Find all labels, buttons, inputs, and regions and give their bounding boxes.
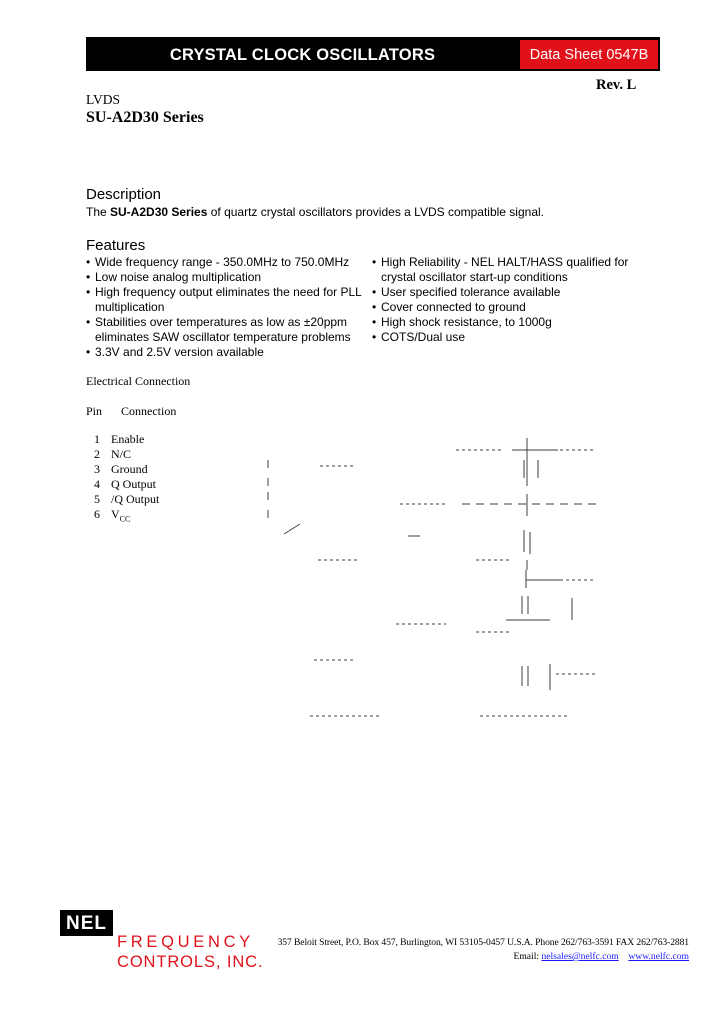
revision-label: Rev. L [596, 77, 637, 93]
pin-number: 4 [94, 477, 100, 491]
feature-item: • COTS/Dual use [372, 330, 466, 344]
package-dimension-drawing [260, 420, 620, 730]
pin-row [86, 507, 131, 524]
bullet-icon: • [372, 300, 377, 314]
bullet-icon: • [86, 255, 91, 269]
company-contact [300, 951, 689, 962]
bullet-icon: • [372, 285, 377, 299]
company-address: 357 Beloit Street, P.O. Box 457, Burlington, WI 53105-0457 U.S.A. Phone 262/763-3591 FAX 262/763-2881 [277, 937, 689, 948]
bullet-icon: • [86, 270, 91, 284]
pin-row [86, 432, 145, 447]
logo-frequency-text: FREQUENCY [117, 933, 254, 951]
pin-number: 1 [94, 432, 100, 446]
features-list-left [86, 255, 362, 360]
pin-connection: Q Output [111, 477, 156, 491]
bullet-icon: • [372, 315, 377, 329]
pin-number: 3 [94, 462, 100, 476]
pin-number: 5 [94, 492, 100, 506]
logo-controls-text: CONTROLS, INC. [117, 953, 264, 971]
nel-logo-box: NEL [60, 910, 113, 936]
bullet-icon: • [86, 345, 91, 359]
header-title: CRYSTAL CLOCK OSCILLATORS [169, 46, 436, 64]
pin-connection: Enable [111, 432, 145, 446]
pin-connection: N/C [111, 447, 132, 461]
feature-item: • High Reliability - NEL HALT/HASS qualified for [372, 255, 629, 269]
website-link[interactable]: www.nelfc.com [628, 951, 689, 962]
bullet-icon: • [372, 255, 377, 269]
pin-connection: Ground [111, 462, 148, 476]
datasheet-number-badge: Data Sheet 0547B [520, 40, 658, 69]
email-label: Email: [513, 951, 542, 962]
pin-row [86, 462, 148, 477]
pin-column-header: Pin [86, 404, 103, 418]
pin-number: 6 [94, 507, 100, 521]
feature-item: • User specified tolerance available [372, 285, 561, 299]
feature-item-continuation: multiplication [95, 300, 165, 314]
feature-item: • Wide frequency range - 350.0MHz to 750.0MHz [86, 255, 350, 269]
bullet-icon: • [86, 315, 91, 329]
connection-column-header: Connection [121, 404, 177, 418]
product-series-title: SU-A2D30 Series [86, 109, 204, 126]
drawing-line [284, 524, 300, 534]
pin-connection: $V_{CC}$ [111, 507, 131, 524]
description-heading: Description [86, 186, 162, 203]
feature-item-continuation: crystal oscillator start-up conditions [381, 270, 568, 284]
feature-item: • High frequency output eliminates the need for PLL [86, 285, 362, 299]
feature-item: • Cover connected to ground [372, 300, 526, 314]
feature-item: • 3.3V and 2.5V version available [86, 345, 264, 359]
pin-row [86, 447, 132, 462]
description-prefix: The [86, 205, 111, 219]
feature-item: • Stabilities over temperatures as low as ±20ppm [86, 315, 348, 329]
electrical-connection-heading: Electrical Connection [86, 374, 191, 388]
description-suffix: of quartz crystal oscillators provides a LVDS compatible signal. [207, 205, 544, 219]
product-family: LVDS [86, 92, 121, 107]
feature-item: • Low noise analog multiplication [86, 270, 262, 284]
description-text [86, 205, 544, 219]
features-heading: Features [86, 237, 146, 254]
bullet-icon: • [86, 285, 91, 299]
pin-row [86, 492, 160, 507]
description-series-name: SU-A2D30 Series [110, 205, 208, 219]
pin-connection: /Q Output [111, 492, 160, 506]
feature-item-continuation: eliminates SAW oscillator temperature problems [95, 330, 351, 344]
features-list-right [372, 255, 628, 345]
header-bar [86, 37, 660, 71]
bullet-icon: • [372, 330, 377, 344]
email-link[interactable]: nelsales@nelfc.com [541, 951, 619, 962]
pin-row [86, 477, 156, 492]
pin-number: 2 [94, 447, 100, 461]
feature-item: • High shock resistance, to 1000g [372, 315, 552, 329]
